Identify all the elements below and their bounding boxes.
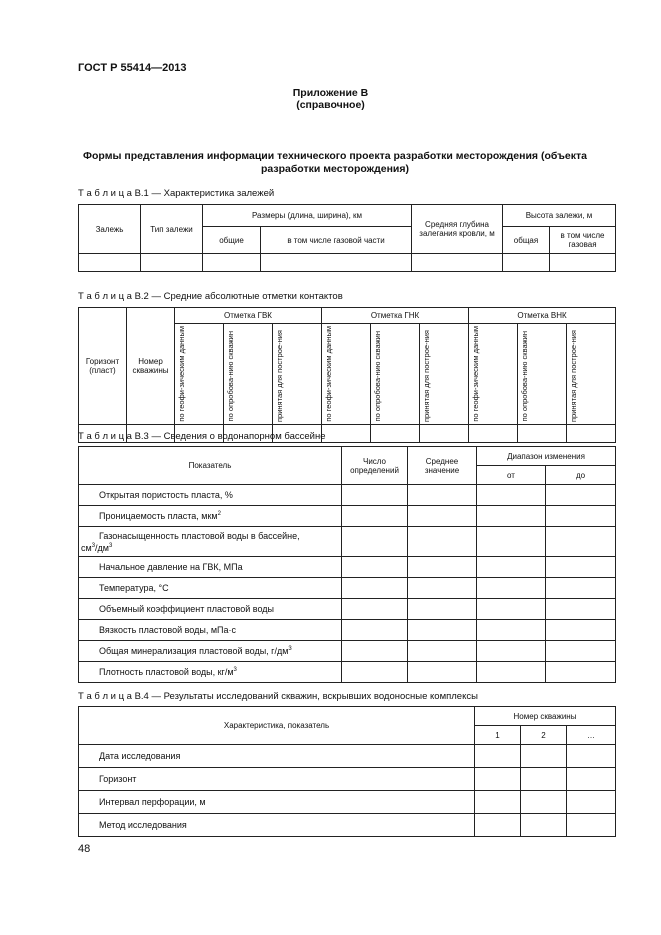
t2-sub: принятая для построе-ния: [273, 324, 322, 425]
table-row: Объемный коэффициент пластовой воды: [79, 599, 616, 620]
table-row: Начальное давление на ГВК, МПа: [79, 557, 616, 578]
standard-code: ГОСТ Р 55414—2013: [78, 62, 187, 74]
appendix-subtitle: (справочное): [296, 99, 365, 111]
t3-h-to: до: [546, 466, 616, 485]
t2-sub: по геофи-зическим данным: [175, 324, 224, 425]
t3-h-indicator: Показатель: [79, 447, 342, 485]
table3-caption: Т а б л и ц а В.3 — Сведения о водонапорном бассейне: [78, 431, 326, 442]
table2-caption: Т а б л и ц а В.2 — Средние абсолютные отметки контактов: [78, 291, 343, 302]
main-title: Формы представления информации технического проекта разработки месторождения (объекта разработки месторождения): [83, 150, 587, 175]
t1-h-zalezh: Залежь: [79, 205, 141, 254]
t1-h-total: общие: [203, 227, 261, 254]
t2-sub: принятая для построе-ния: [420, 324, 469, 425]
t1-h-type: Тип залежи: [141, 205, 203, 254]
t1-h-height-total: общая: [503, 227, 550, 254]
t2-h-gvk: Отметка ГВК: [175, 308, 322, 324]
table-row: Вязкость пластовой воды, мПа·с: [79, 620, 616, 641]
t2-h-vnk: Отметка ВНК: [469, 308, 616, 324]
table-row: Метод исследования: [79, 814, 616, 837]
table4-caption: Т а б л и ц а В.4 — Результаты исследований скважин, вскрывших водоносные комплексы: [78, 691, 478, 702]
t2-sub: по опробова-нию скважин: [518, 324, 567, 425]
t2-sub: по опробова-нию скважин: [224, 324, 273, 425]
t1-h-height-gas: в том числе газовая: [550, 227, 616, 254]
table-row: Температура, °С: [79, 578, 616, 599]
t4-h-well: Номер скважины: [475, 707, 616, 726]
page-number: 48: [78, 843, 91, 855]
table1: [78, 204, 616, 272]
table4: [78, 706, 616, 837]
t3-h-count: Число определений: [342, 447, 408, 485]
t2-sub: по опробова-нию скважин: [371, 324, 420, 425]
table-row: Интервал перфорации, м: [79, 791, 616, 814]
t4-h-char: Характеристика, показатель: [79, 707, 475, 745]
table2: [78, 307, 616, 443]
appendix-title: Приложение В: [292, 87, 369, 99]
t4-h-n1: 1: [475, 726, 521, 745]
t2-sub: по геофи-зическим данным: [469, 324, 518, 425]
table-row: Горизонт: [79, 768, 616, 791]
table1-caption: Т а б л и ц а В.1 — Характеристика залежей: [78, 188, 275, 199]
t2-h-gnk: Отметка ГНК: [322, 308, 469, 324]
t1-h-sizes: Размеры (длина, ширина), км: [203, 205, 412, 227]
t1-h-height: Высота залежи, м: [503, 205, 616, 227]
table-row: Открытая пористость пласта, %: [79, 485, 616, 506]
table-row: Плотность пластовой воды, $кг/м^3$: [79, 662, 616, 683]
t4-h-n3: …: [567, 726, 616, 745]
t1-h-depth: Средняя глубина залегания кровли, м: [412, 205, 503, 254]
table-row: Дата исследования: [79, 745, 616, 768]
table-row: Проницаемость пласта, мкм$^2$: [79, 506, 616, 527]
t4-h-n2: 2: [521, 726, 567, 745]
table-row: [79, 254, 616, 272]
t3-h-range: Диапазон изменения: [477, 447, 616, 466]
t2-sub: по геофи-зическим данным: [322, 324, 371, 425]
t1-h-gas: в том числе газовой части: [261, 227, 412, 254]
t2-h-well: Номер скважины: [127, 308, 175, 425]
t2-h-horizon: Горизонт (пласт): [79, 308, 127, 425]
t2-sub: принятая для построе-ния: [567, 324, 616, 425]
table-row: Газонасыщенность пластовой воды в бассейне, $см^3/дм^3$: [79, 527, 616, 557]
table-row: Общая минерализация пластовой воды, $г/дм^3$: [79, 641, 616, 662]
t3-h-avg: Среднее значение: [408, 447, 477, 485]
table3: [78, 446, 616, 683]
t3-h-from: от: [477, 466, 546, 485]
